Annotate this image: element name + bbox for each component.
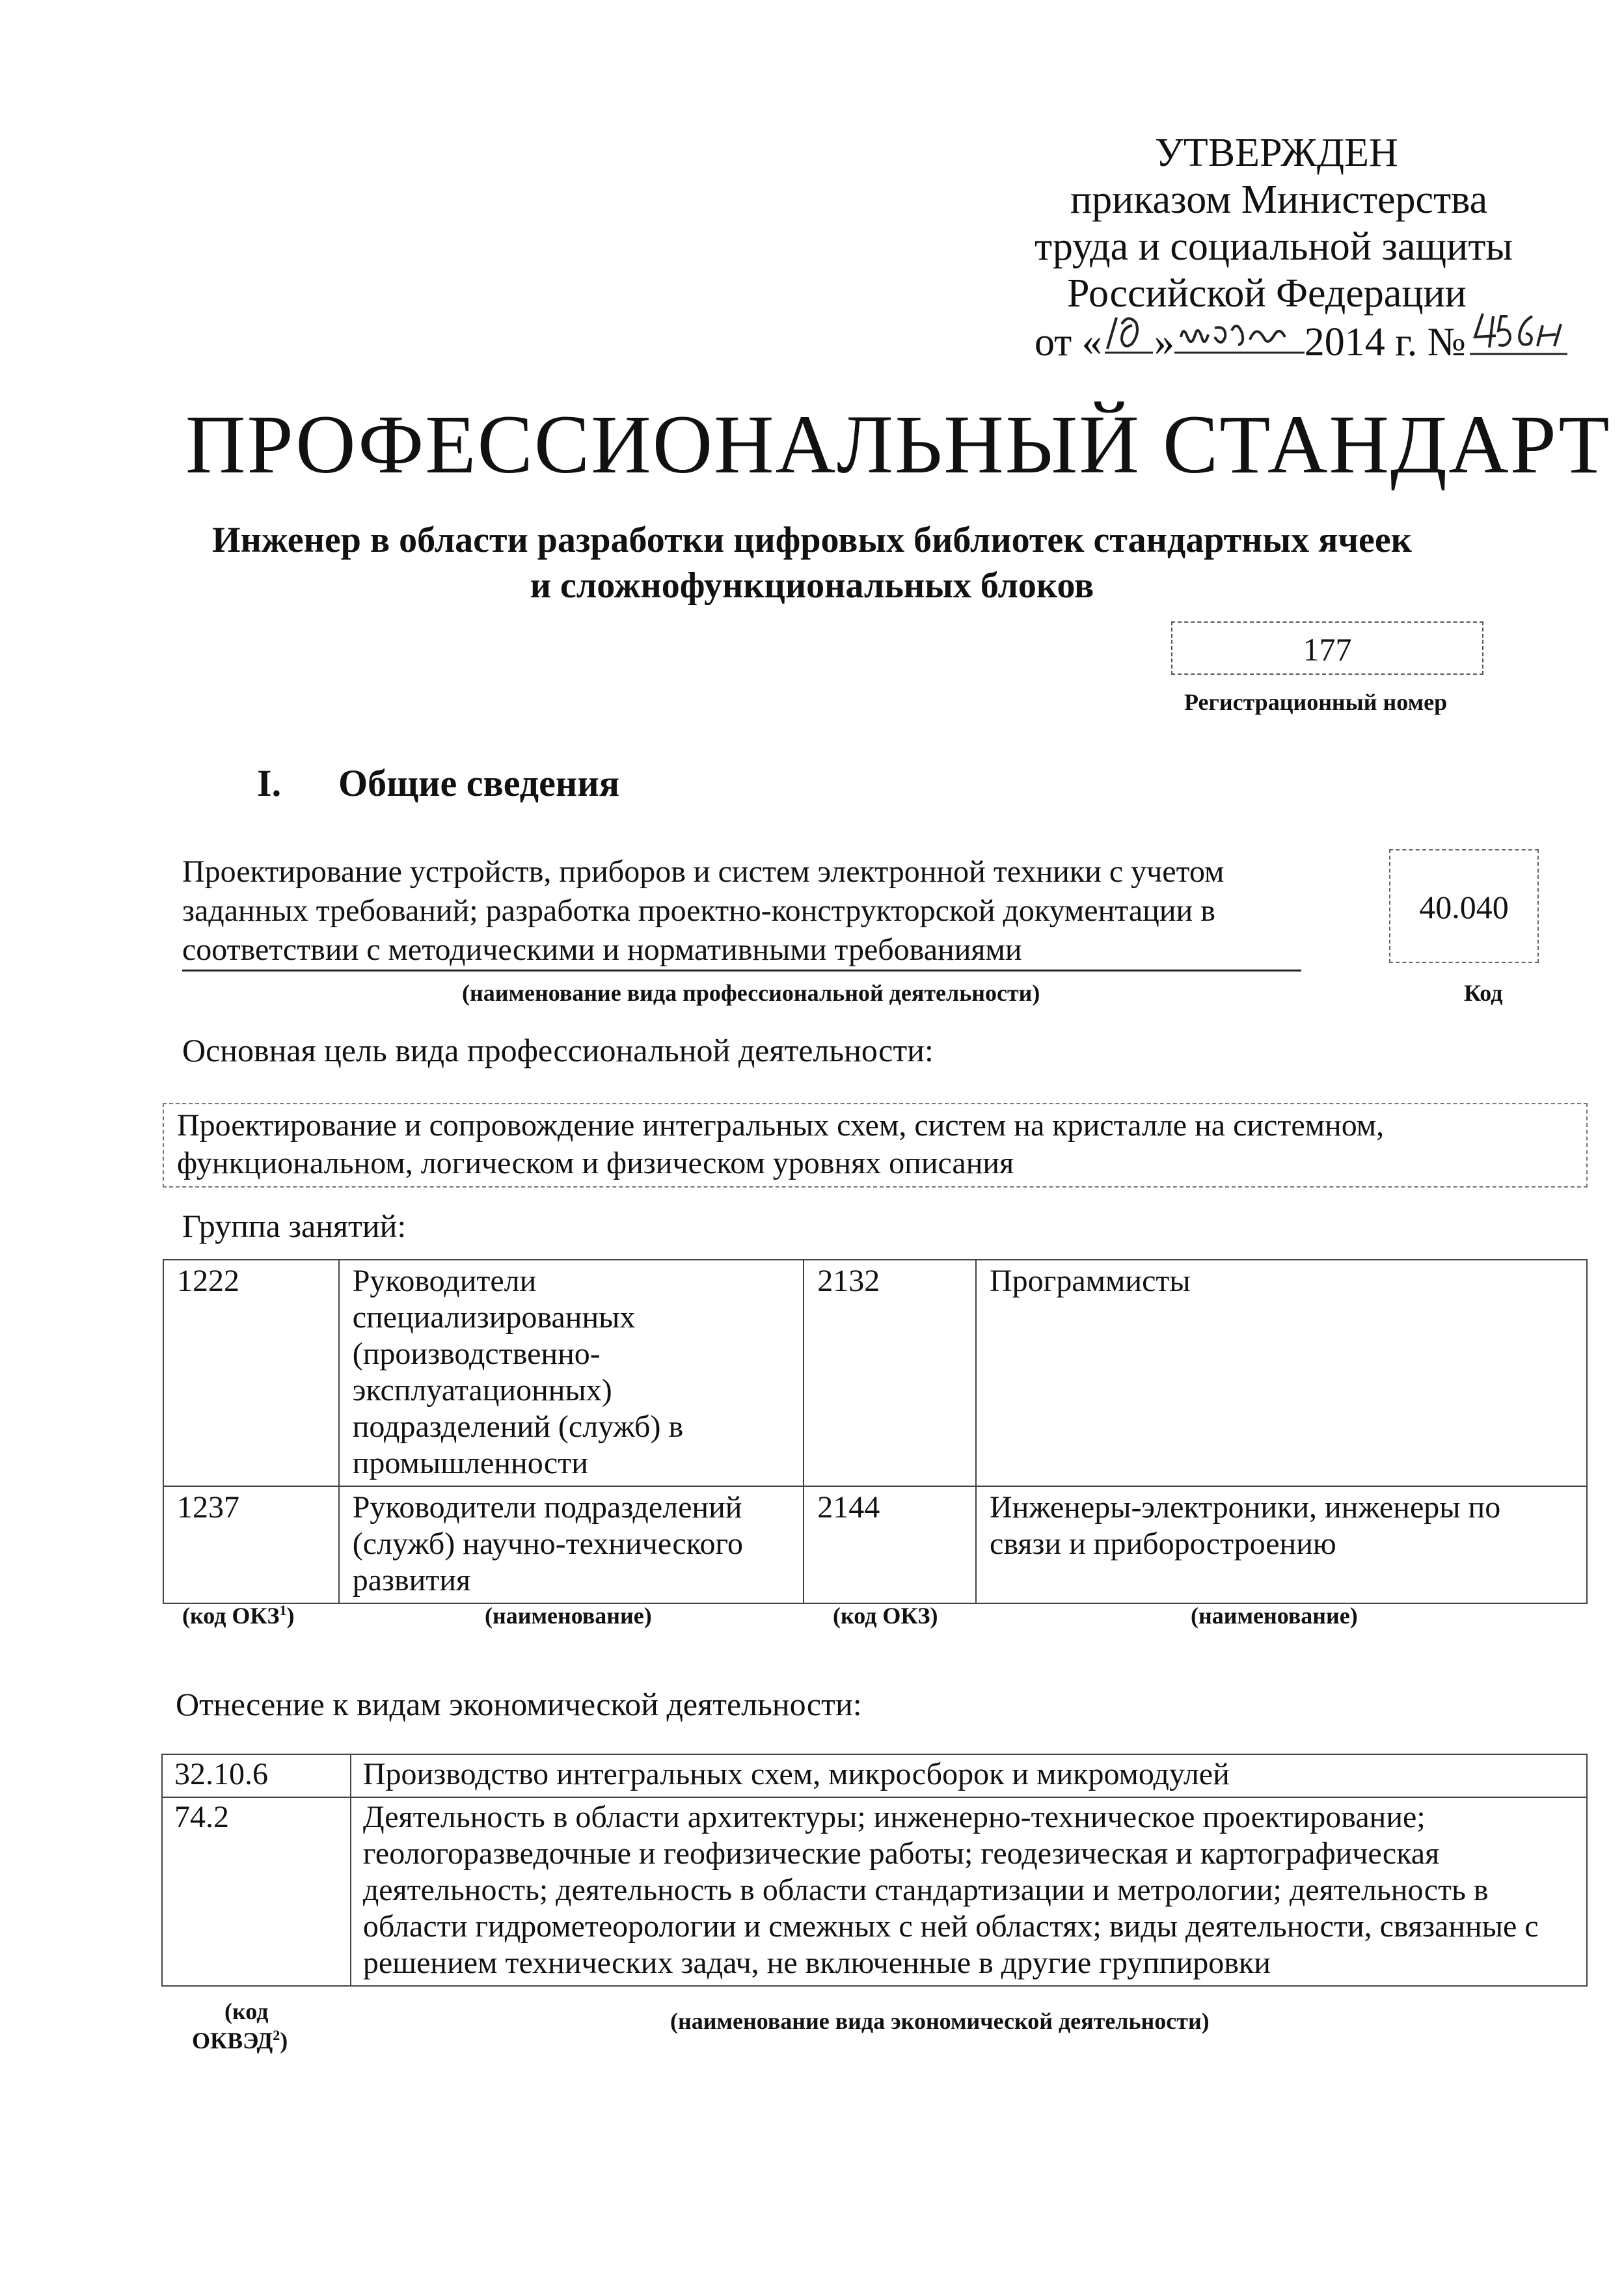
approval-line-3: Российской Федерации bbox=[1067, 271, 1467, 316]
okved-code-caption-line-1: (код bbox=[224, 1998, 269, 2024]
okved-label: Отнесение к видам экономической деятельности: bbox=[176, 1686, 862, 1722]
okz-name-cell: Программисты bbox=[976, 1260, 1587, 1486]
table-row bbox=[163, 1260, 1587, 1486]
okz-name-caption: (наименование) bbox=[485, 1603, 652, 1629]
approval-date-line bbox=[1035, 319, 1577, 365]
okz-name-caption-2: (наименование) bbox=[1191, 1603, 1358, 1629]
approval-line-2: труда и социальной защиты bbox=[1035, 224, 1513, 269]
activity-code-box: 40.040 bbox=[1389, 849, 1539, 963]
approval-heading: УТВЕРЖДЕН bbox=[1155, 131, 1398, 175]
okved-code-caption-line-2: ОКВЭД$^2$) bbox=[192, 2027, 288, 2054]
document-title: ПРОФЕССИОНАЛЬНЫЙ СТАНДАРТ bbox=[185, 398, 1611, 491]
goal-line-2: функциональном, логическом и физическом уровнях описания bbox=[177, 1146, 1014, 1180]
table-row bbox=[163, 1486, 1587, 1603]
okved-name-cell: Производство интегральных схем, микросборок и микромодулей bbox=[351, 1754, 1587, 1797]
okz-code-caption-2: (код ОКЗ) bbox=[833, 1603, 938, 1629]
activity-code-caption: Код bbox=[1464, 980, 1503, 1006]
occupations-label: Группа занятий: bbox=[182, 1208, 407, 1244]
date-day-handwritten bbox=[1102, 319, 1154, 364]
activity-name bbox=[182, 852, 1314, 970]
activity-line-2: заданных требований; разработка проектно-конструкторской документации в bbox=[182, 893, 1215, 928]
standard-name bbox=[0, 517, 1624, 608]
okz-code-caption: (код ОКЗ$^1$) bbox=[182, 1602, 295, 1629]
okz-code-cell: 1237 bbox=[163, 1486, 339, 1603]
activity-caption: (наименование вида профессиональной деятельности) bbox=[462, 980, 1040, 1006]
okved-name-cell: Деятельность в области архитектуры; инженерно-техническое проектирование; геологоразведочные и геофизические работы; геодезическая и картографическая деятельность; деятельность в области стандартизации и метрологии; деятельность в области гидрометеорологии и смежных с ней областях; виды деятельности, связанные с решением технических задач, не включенные в другие группировки bbox=[351, 1797, 1587, 1986]
activity-line-3: соответствии с методическими и нормативными требованиями bbox=[182, 932, 1022, 967]
activity-underline bbox=[182, 970, 1301, 971]
standard-name-line-1: Инженер в области разработки цифровых библиотек стандартных ячеек bbox=[212, 520, 1412, 560]
section-title: Общие сведения bbox=[338, 762, 620, 804]
occupations-table bbox=[163, 1259, 1588, 1604]
goal-box bbox=[163, 1103, 1588, 1188]
activity-line-1: Проектирование устройств, приборов и систем электронной техники с учетом bbox=[182, 854, 1225, 889]
approval-line-1: приказом Министерства bbox=[1070, 178, 1488, 222]
okved-code-cell: 74.2 bbox=[162, 1797, 351, 1986]
date-year: 2014 г. № bbox=[1304, 320, 1466, 364]
okz-code-cell: 2144 bbox=[804, 1486, 976, 1603]
registration-number-box: 177 bbox=[1171, 621, 1483, 675]
goal-label: Основная цель вида профессиональной деятельности: bbox=[182, 1032, 934, 1068]
table-row bbox=[162, 1754, 1587, 1797]
date-mid: » bbox=[1154, 320, 1174, 364]
okved-code-cell: 32.10.6 bbox=[162, 1754, 351, 1797]
order-number-handwritten bbox=[1466, 319, 1577, 364]
okz-code-cell: 1222 bbox=[163, 1260, 339, 1486]
section-number: I. bbox=[257, 762, 282, 804]
okz-name-cell: Инженеры-электроники, инженеры по связи и приборостроению bbox=[976, 1486, 1587, 1603]
okz-code-cell: 2132 bbox=[804, 1260, 976, 1486]
okz-name-cell: Руководители подразделений (служб) научно-технического развития bbox=[339, 1486, 804, 1603]
section-heading bbox=[257, 761, 619, 805]
okved-name-caption: (наименование вида экономической деятельности) bbox=[670, 2008, 1210, 2034]
table-row bbox=[162, 1797, 1587, 1986]
okz-name-cell: Руководители специализированных (производственно-эксплуатационных) подразделений (служб) в промышленности bbox=[339, 1260, 804, 1486]
standard-name-line-2: и сложнофункциональных блоков bbox=[530, 565, 1094, 606]
date-month-handwritten bbox=[1174, 319, 1305, 364]
goal-line-1: Проектирование и сопровождение интегральных схем, систем на кристалле на системном, bbox=[177, 1108, 1385, 1143]
date-prefix: от « bbox=[1035, 320, 1102, 364]
registration-number-label: Регистрационный номер bbox=[1184, 689, 1448, 715]
okved-table bbox=[161, 1754, 1588, 1987]
